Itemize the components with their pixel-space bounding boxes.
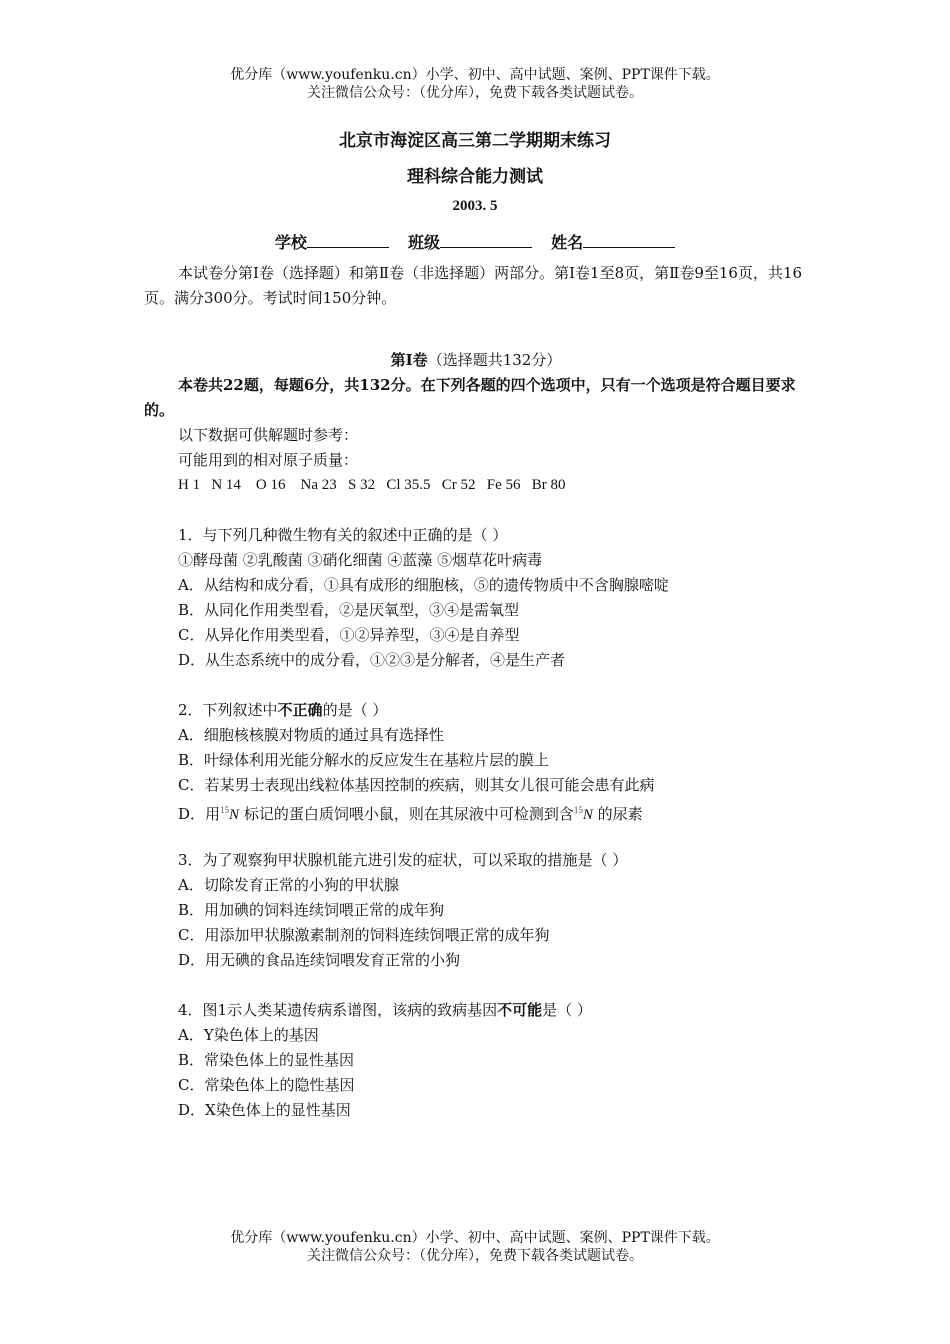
class-label: 班级 xyxy=(407,233,440,252)
question-2 xyxy=(144,698,808,823)
isotope-mass: 15 xyxy=(220,805,230,815)
isotope-mass: 15 xyxy=(573,805,583,815)
student-info-fields xyxy=(0,230,950,253)
question-3-option-c[interactable]: C．用添加甲状腺激素制剂的饲料连续饲喂正常的成年狗 xyxy=(178,926,550,944)
school-blank[interactable] xyxy=(307,233,389,248)
atomic-mass-label: 可能用到的相对原子质量： xyxy=(178,451,359,469)
section-instruction: 本卷共22题，每题6分，共132分。在下列各题的四个选项中，只有一个选项是符合题目要求的。 xyxy=(144,376,796,419)
class-blank[interactable] xyxy=(440,233,532,248)
name-label: 姓名 xyxy=(551,233,584,252)
question-4-option-d[interactable]: D．X染色体上的显性基因 xyxy=(178,1101,351,1119)
question-2-option-b[interactable]: B．叶绿体利用光能分解水的反应发生在基粒片层的膜上 xyxy=(178,751,550,769)
page-footer xyxy=(0,1229,950,1265)
question-3-stem: 3．为了观察狗甲状腺机能亢进引发的症状，可以采取的措施是（ ） xyxy=(178,851,628,869)
header-line-2: 关注微信公众号：（优分库），免费下载各类试题试卷。 xyxy=(307,85,643,101)
reference-line: 以下数据可供解题时参考： xyxy=(178,426,359,444)
isotope-symbol: N xyxy=(582,807,593,823)
question-2-emphasis: 不正确 xyxy=(277,701,323,719)
isotope-symbol: N xyxy=(229,807,240,823)
exam-subtitle: 理科综合能力测试 xyxy=(407,167,543,187)
name-blank[interactable] xyxy=(583,233,675,248)
question-4-option-c[interactable]: C．常染色体上的隐性基因 xyxy=(178,1076,355,1094)
school-label: 学校 xyxy=(274,233,307,252)
question-4-stem xyxy=(144,998,808,1023)
question-1-option-c[interactable]: C．从异化作用类型看，①②异养型，③④是自养型 xyxy=(178,626,520,644)
question-3-option-b[interactable]: B．用加碘的饲料连续饲喂正常的成年狗 xyxy=(178,901,445,919)
question-4-option-a[interactable]: A．Y染色体上的基因 xyxy=(178,1026,319,1044)
section-heading-rest: （选择题共132分） xyxy=(427,351,562,369)
exam-date: 2003. 5 xyxy=(452,198,498,214)
question-4-emphasis: 不可能 xyxy=(497,1001,543,1019)
question-2-option-c[interactable]: C．若某男士表现出线粒体基因控制的疾病，则其女儿很可能会患有此病 xyxy=(178,776,655,794)
question-1-option-a[interactable]: A．从结构和成分看，①具有成形的细胞核，⑤的遗传物质中不含胸腺嘧啶 xyxy=(178,576,669,594)
question-2-option-a[interactable]: A．细胞核核膜对物质的通过具有选择性 xyxy=(178,726,444,744)
question-3-option-d[interactable]: D．用无碘的食品连续饲喂发育正常的小狗 xyxy=(178,951,461,969)
header-line-1: 优分库（www.youfenku.cn）小学、初中、高中试题、案例、PPT课件下载。 xyxy=(230,67,720,83)
option-d-mid: 标记的蛋白质饲喂小鼠，则在其尿液中可检测到含 xyxy=(243,805,574,823)
question-3 xyxy=(144,848,808,973)
section-heading-bold: 第Ⅰ卷 xyxy=(390,351,428,369)
exam-body xyxy=(144,261,808,1123)
exam-title: 北京市海淀区高三第二学期期末练习 xyxy=(339,131,611,151)
question-1-option-b[interactable]: B．从同化作用类型看，②是厌氧型，③④是需氧型 xyxy=(178,601,520,619)
footer-line-1: 优分库（www.youfenku.cn）小学、初中、高中试题、案例、PPT课件下载。 xyxy=(230,1230,720,1246)
question-4-stem-post: 是（ ） xyxy=(542,1001,592,1019)
page-header xyxy=(0,66,950,102)
isotope-n15-second xyxy=(574,807,593,823)
question-2-option-d[interactable] xyxy=(144,798,808,823)
question-1-list: ①酵母菌 ②乳酸菌 ③硝化细菌 ④蓝藻 ⑤烟草花叶病毒 xyxy=(178,551,543,569)
footer-line-2: 关注微信公众号：（优分库），免费下载各类试题试卷。 xyxy=(307,1248,643,1264)
question-2-stem-pre: 2．下列叙述中 xyxy=(178,701,278,719)
question-1-stem: 1．与下列几种微生物有关的叙述中正确的是（ ） xyxy=(178,526,508,544)
question-4-option-b[interactable]: B．常染色体上的显性基因 xyxy=(178,1051,355,1069)
atomic-mass-values: H 1 N 14 O 16 Na 23 S 32 Cl 35.5 Cr 52 Fe 56 Br 80 xyxy=(178,477,566,493)
isotope-n15-first xyxy=(220,807,239,823)
question-4-stem-pre: 4．图1示人类某遗传病系谱图，该病的致病基因 xyxy=(178,1001,498,1019)
question-2-stem xyxy=(144,698,808,723)
question-2-stem-post: 的是（ ） xyxy=(322,701,388,719)
question-4 xyxy=(144,998,808,1123)
option-d-post: 的尿素 xyxy=(597,805,643,823)
section-heading xyxy=(144,348,808,373)
question-1 xyxy=(144,523,808,673)
option-d-pre: D．用 xyxy=(178,805,221,823)
question-3-option-a[interactable]: A．切除发育正常的小狗的甲状腺 xyxy=(178,876,399,894)
intro-paragraph: 本试卷分第Ⅰ卷（选择题）和第Ⅱ卷（非选择题）两部分。第Ⅰ卷1至8页，第Ⅱ卷9至16页，共16页。满分300分。考试时间150分钟。 xyxy=(144,264,803,307)
question-1-option-d[interactable]: D．从生态系统中的成分看，①②③是分解者，④是生产者 xyxy=(178,651,566,669)
